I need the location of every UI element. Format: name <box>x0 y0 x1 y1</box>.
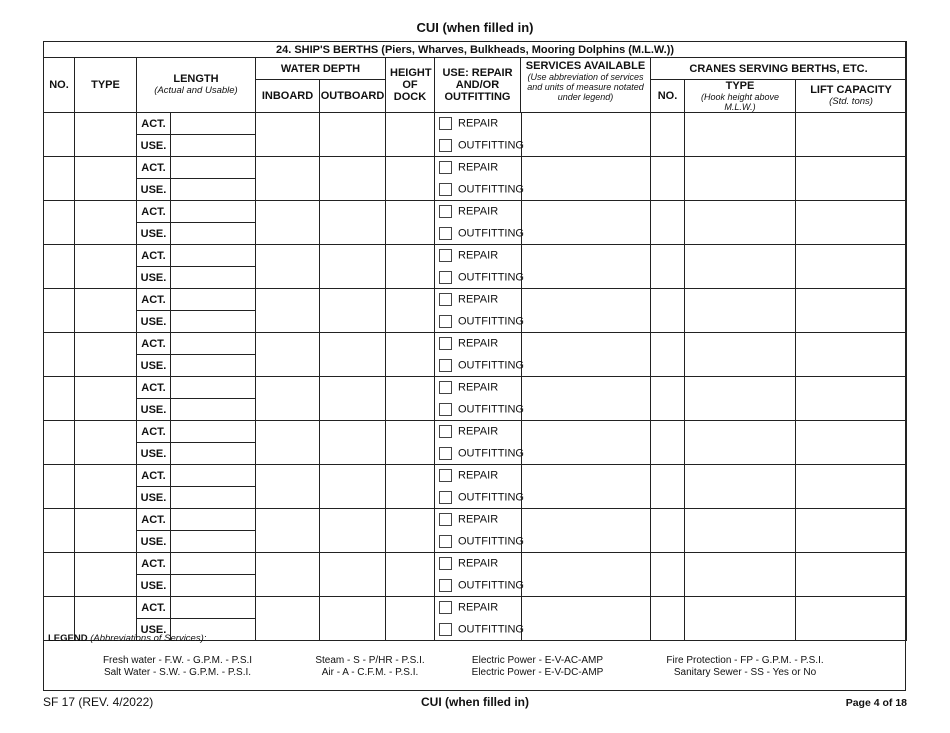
usable-label: USE. <box>137 311 171 333</box>
repair-label: REPAIR <box>458 293 499 306</box>
col-height-of-dock: HEIGHT OF DOCK <box>386 58 435 113</box>
legend-title <box>48 633 206 644</box>
outfitting-label: OUTFITTING <box>458 579 524 592</box>
usable-label: USE. <box>137 399 171 421</box>
repair-label: REPAIR <box>458 249 499 262</box>
actual-label: ACT. <box>137 553 171 575</box>
actual-label: ACT. <box>137 289 171 311</box>
outfitting-label: OUTFITTING <box>458 535 524 548</box>
cui-footer: CUI (when filled in) <box>421 695 529 709</box>
usable-label: USE. <box>137 531 171 553</box>
outfitting-label: OUTFITTING <box>458 183 524 196</box>
legend-item: Electric Power - E-V-DC-AMP <box>471 667 604 678</box>
actual-label: ACT. <box>137 465 171 487</box>
legend-col-water <box>95 655 260 679</box>
actual-label: ACT. <box>137 421 171 443</box>
col-length-sub: (Actual and Usable) <box>154 85 238 96</box>
repair-label: REPAIR <box>458 161 499 174</box>
actual-label: ACT. <box>137 245 171 267</box>
usable-label: USE. <box>137 179 171 201</box>
legend-col-steam <box>300 655 440 679</box>
page-number: Page 4 of 18 <box>845 697 907 709</box>
legend-sub: (Abbreviations of Services): <box>90 633 207 644</box>
outfitting-label: OUTFITTING <box>458 403 524 416</box>
legend-item: Steam - S - P/HR - P.S.I. <box>315 655 425 666</box>
col-type: TYPE <box>75 58 137 113</box>
legend-col-electric <box>460 655 615 679</box>
legend-item: Salt Water - S.W. - G.P.M. - P.S.I. <box>103 667 252 678</box>
outfitting-label: OUTFITTING <box>458 227 524 240</box>
legend-label: LEGEND <box>48 633 88 644</box>
repair-label: REPAIR <box>458 381 499 394</box>
outfitting-label: OUTFITTING <box>458 139 524 152</box>
usable-label: USE. <box>137 619 171 641</box>
outfitting-label: OUTFITTING <box>458 447 524 460</box>
form-id: SF 17 (REV. 4/2022) <box>43 695 154 709</box>
repair-label: REPAIR <box>458 557 499 570</box>
usable-label: USE. <box>137 443 171 465</box>
col-outboard: OUTBOARD <box>320 80 386 113</box>
col-use: USE: REPAIR AND/OR OUTFITTING <box>435 58 521 113</box>
repair-label: REPAIR <box>458 601 499 614</box>
col-water-depth: WATER DEPTH <box>256 58 386 80</box>
col-crane-type-sub: (Hook height above M.L.W.) <box>700 92 780 112</box>
usable-label: USE. <box>137 223 171 245</box>
repair-label: REPAIR <box>458 117 499 130</box>
outfitting-label: OUTFITTING <box>458 623 524 636</box>
col-services-sub: (Use abbreviation of services and units of measure notated under legend) <box>527 72 644 102</box>
section-title: 24. SHIP'S BERTHS (Piers, Wharves, Bulkheads, Mooring Dolphins (M.L.W.)) <box>44 42 907 58</box>
repair-label: REPAIR <box>458 205 499 218</box>
actual-label: ACT. <box>137 377 171 399</box>
outfitting-label: OUTFITTING <box>458 359 524 372</box>
col-length-label: LENGTH <box>173 73 219 85</box>
repair-label: REPAIR <box>458 337 499 350</box>
col-no: NO. <box>44 58 75 113</box>
repair-label: REPAIR <box>458 425 499 438</box>
cui-header: CUI (when filled in) <box>416 20 534 35</box>
col-lift-capacity-label: LIFT CAPACITY <box>810 84 892 96</box>
actual-label: ACT. <box>137 201 171 223</box>
usable-label: USE. <box>137 267 171 289</box>
legend-item: Fresh water - F.W. - G.P.M. - P.S.I <box>102 655 253 666</box>
col-crane-type-label: TYPE <box>725 80 755 92</box>
actual-label: ACT. <box>137 509 171 531</box>
usable-label: USE. <box>137 355 171 377</box>
usable-label: USE. <box>137 575 171 597</box>
col-services-label: SERVICES AVAILABLE <box>525 60 646 72</box>
col-inboard: INBOARD <box>256 80 320 113</box>
legend-item: Air - A - C.F.M. - P.S.I. <box>321 667 419 678</box>
col-lift-capacity-sub: (Std. tons) <box>829 96 873 107</box>
form-frame <box>43 41 906 691</box>
outfitting-label: OUTFITTING <box>458 271 524 284</box>
legend-item: Electric Power - E-V-AC-AMP <box>471 655 604 666</box>
actual-label: ACT. <box>137 333 171 355</box>
actual-label: ACT. <box>137 597 171 619</box>
usable-label: USE. <box>137 135 171 157</box>
repair-label: REPAIR <box>458 513 499 526</box>
outfitting-label: OUTFITTING <box>458 491 524 504</box>
usable-label: USE. <box>137 487 171 509</box>
col-cranes: CRANES SERVING BERTHS, ETC. <box>651 58 907 80</box>
legend-item: Sanitary Sewer - SS - Yes or No <box>673 667 817 678</box>
legend-item: Fire Protection - FP - G.P.M. - P.S.I. <box>666 655 824 666</box>
outfitting-label: OUTFITTING <box>458 315 524 328</box>
legend-col-fire <box>655 655 835 679</box>
actual-label: ACT. <box>137 113 171 135</box>
col-crane-no: NO. <box>651 80 685 113</box>
repair-label: REPAIR <box>458 469 499 482</box>
actual-label: ACT. <box>137 157 171 179</box>
